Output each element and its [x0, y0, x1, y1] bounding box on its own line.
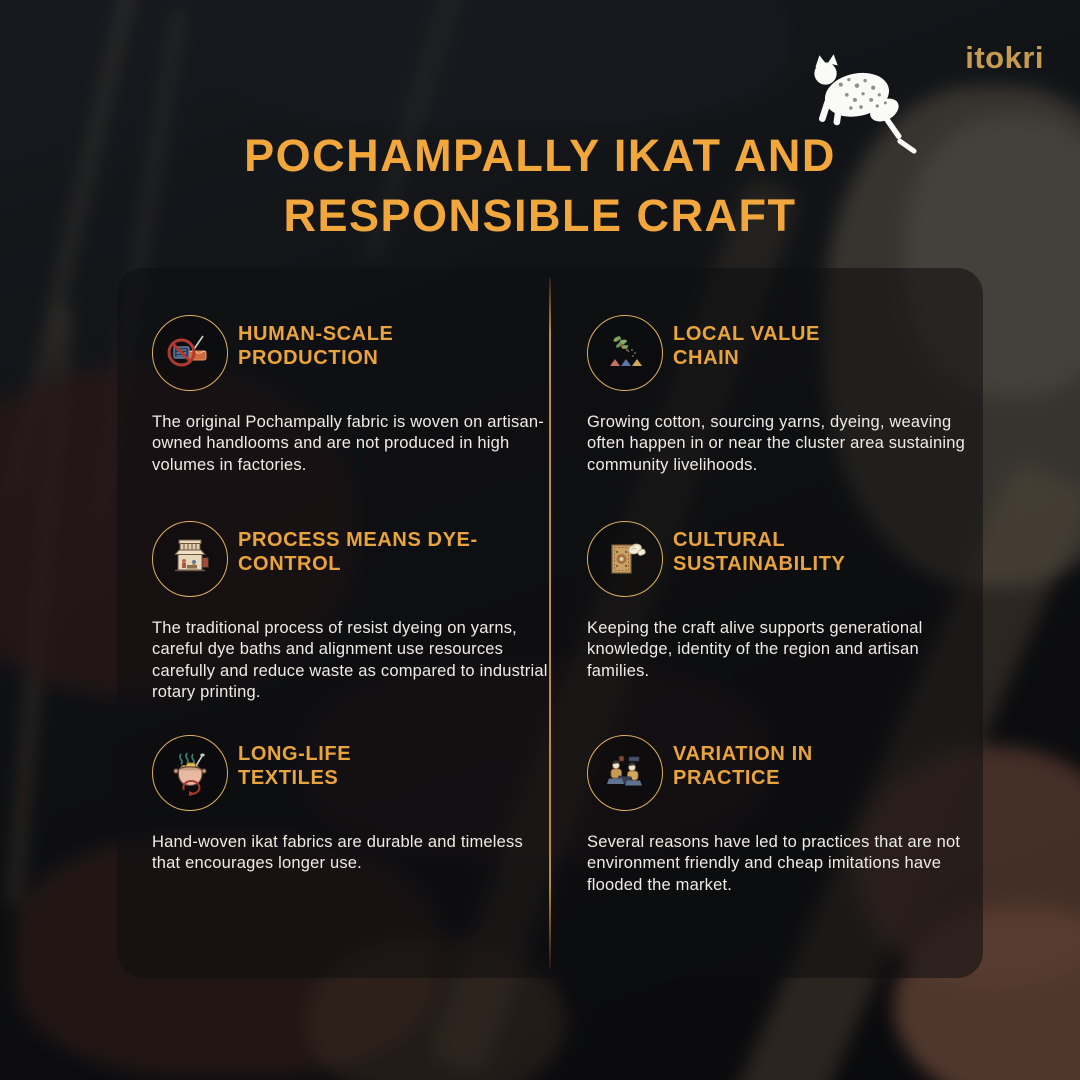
section-heading: LOCAL VALUE CHAIN — [673, 323, 820, 370]
section-heading: VARIATION IN PRACTICE — [673, 743, 813, 790]
no-factory-icon — [152, 315, 228, 391]
section-body: Growing cotton, sourcing yarns, dyeing, weaving often happen in or near the cluster area sustaining community livelihoods. — [587, 413, 966, 474]
workshop-building-icon — [152, 521, 228, 597]
dye-pot-icon — [152, 735, 228, 811]
section-heading: CULTURAL SUSTAINABILITY — [673, 529, 846, 576]
hand-holding-fabric-icon — [587, 521, 663, 597]
section-body: The traditional process of resist dyeing on yarns, careful dye baths and alignment use resources carefully and reduce waste as compared to industrial rotary printing. — [152, 619, 548, 702]
page-title — [0, 126, 1080, 245]
section-body: Keeping the craft alive supports generational knowledge, identity of the region and artisan families. — [587, 619, 923, 680]
section-heading: PROCESS MEANS DYE- CONTROL — [238, 529, 478, 576]
title-line-2: RESPONSIBLE CRAFT — [283, 189, 797, 241]
section-body: The original Pochampally fabric is woven on artisan-owned handlooms and are not produced in high volumes in factories. — [152, 413, 544, 474]
section-heading: LONG-LIFE TEXTILES — [238, 743, 352, 790]
section-body: Hand-woven ikat fabrics are durable and timeless that encourages longer use. — [152, 833, 523, 873]
section-body: Several reasons have led to practices that are not environment friendly and cheap imitations have flooded the market. — [587, 833, 961, 894]
brand-logo: itokri — [965, 40, 1044, 75]
content-panel — [117, 268, 983, 978]
artisans-weaving-icon — [587, 735, 663, 811]
title-line-1: POCHAMPALLY IKAT AND — [244, 130, 836, 182]
section-heading: HUMAN-SCALE PRODUCTION — [238, 323, 394, 370]
sprout-triangles-icon — [587, 315, 663, 391]
